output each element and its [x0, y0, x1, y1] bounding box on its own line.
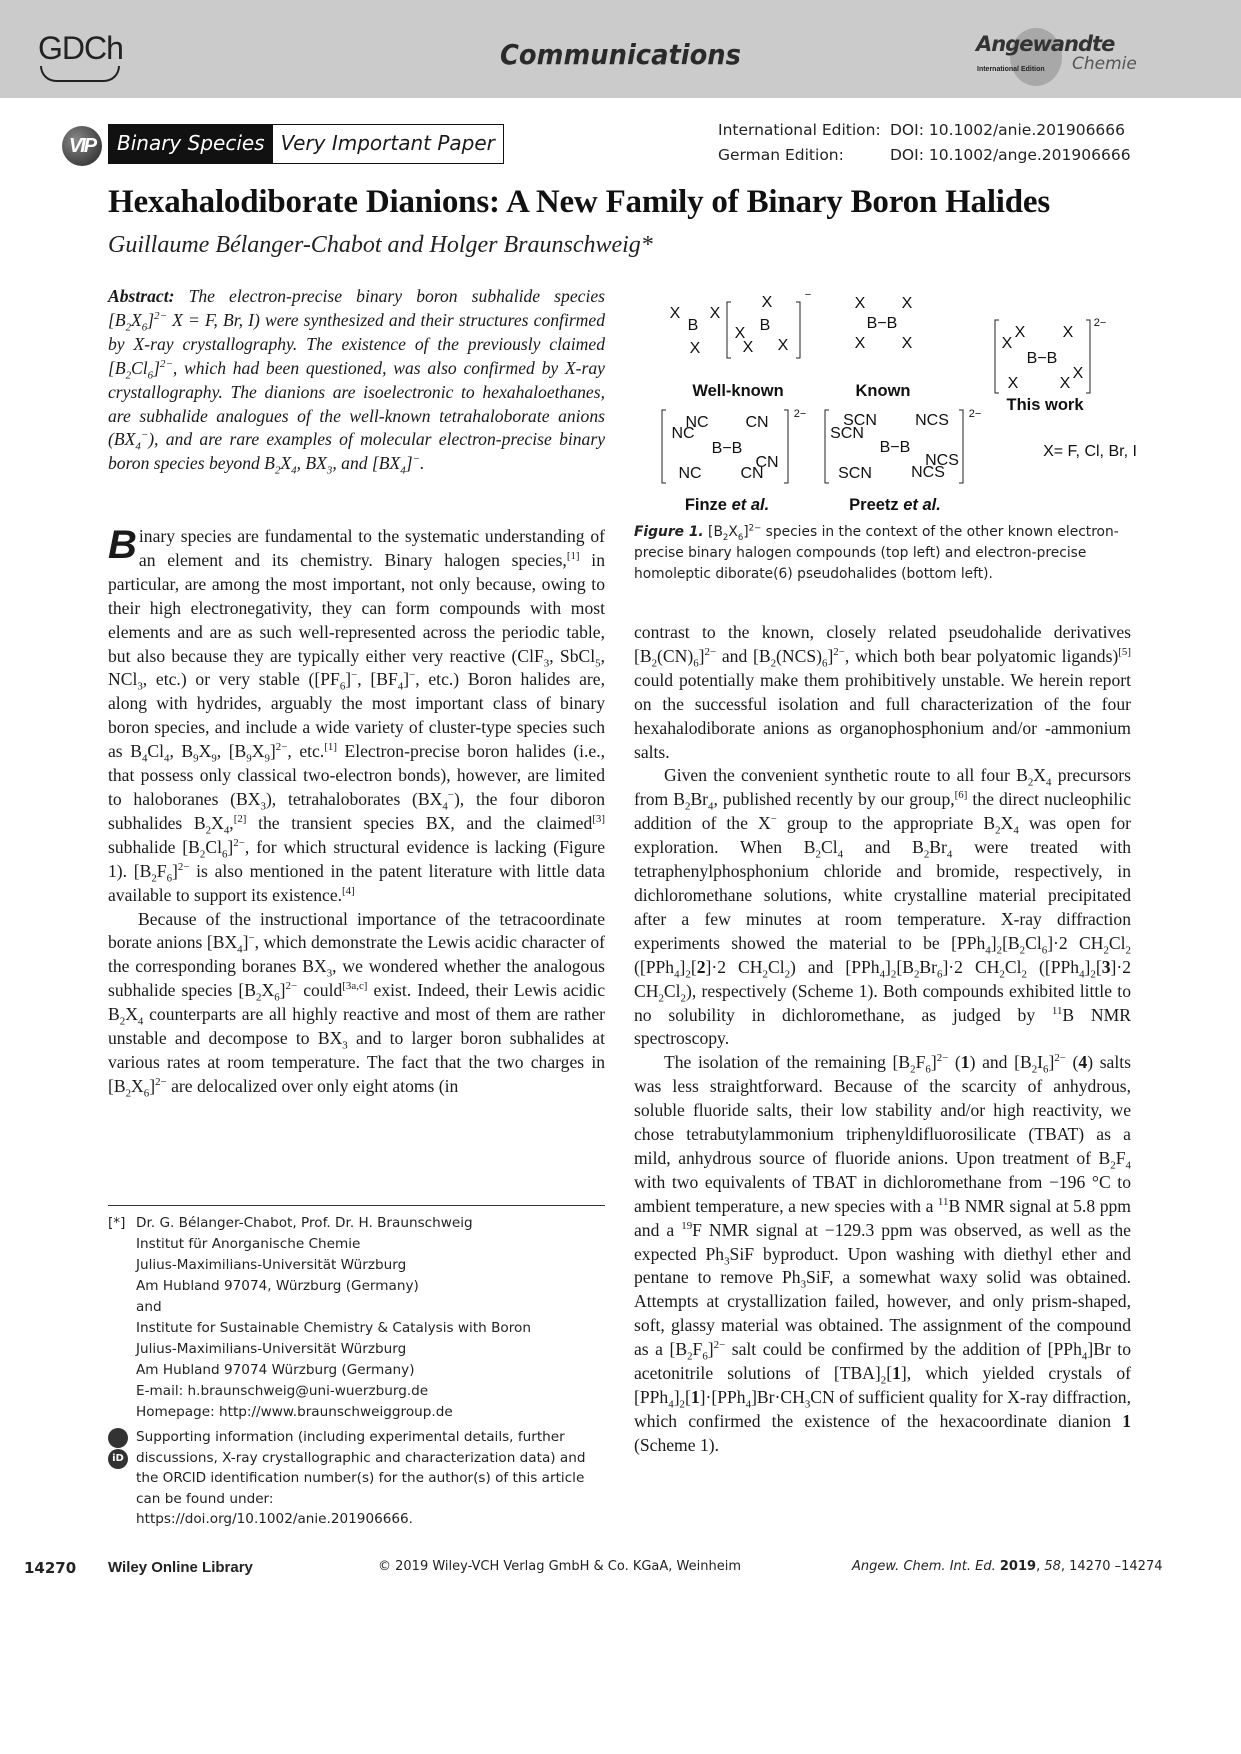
supporting-information: iD Supporting information (including experimental details, further discussions, X-ray crystallographic and characterization data) and the ORCID identification number(s) for the author(s) of this article can be found under: https://doi.org/10.1002/anie.201906666. — [108, 1427, 605, 1530]
structure-label: Known — [855, 382, 911, 400]
atom-label: SCN — [830, 425, 864, 442]
bracket — [784, 410, 788, 483]
doi-link[interactable]: DOI: 10.1002/anie.201906666 — [890, 121, 1126, 139]
atom-label: X — [761, 294, 773, 311]
affiliation-line: [*] Dr. G. Bélanger-Chabot, Prof. Dr. H. Braunschweig — [108, 1215, 473, 1231]
atom-label: 2− — [1093, 317, 1107, 329]
paragraph: contrast to the known, closely related pseudohalide derivatives $[B_2(CN)_6]^{2-}$ and $[B_2(NCS)_6]^{2-}$, which both bear polyatomic ligands)[5] could potentially make them prohibitively unstable. We herein report on the successful isolation and full characterization of the four hexahalodiborate anions as organophosphonium and/or -ammonium salts. — [634, 622, 1131, 762]
atom-label: X — [734, 325, 746, 342]
figure-caption: Figure 1. $[B_2X_6]^{2-}$ species in the context of the other known electron-precise binary halogen compounds (top left) and electron-precise homoleptic diborate(6) pseudohalides (bottom left). — [634, 523, 1119, 582]
angewandte-logo: Angewandte — [976, 32, 1115, 56]
atom-label: CN — [745, 414, 769, 431]
atom-label: B — [687, 317, 699, 334]
atom-label: X — [742, 339, 754, 356]
body-right-column — [634, 621, 1131, 1458]
atom-label: X — [901, 295, 913, 312]
affiliation-line: and — [136, 1299, 162, 1315]
atom-label: 2− — [793, 408, 807, 420]
atom-label: X — [709, 305, 721, 322]
paragraph: The isolation of the remaining $[B_2F_6]^{2-}$ (1) and $[B_2I_6]^{2-}$ (4) salts was less straightforward. Because of the scarcity of anhydrous, soluble fluoride salts, their low stability and/or high reactivity, we chose tetrabutylammonium triphenyldifluorosilicate (TBAT) as a mild, anhydrous source of fluoride anions. Upon treatment of $B_2F_4$ with two equivalents of TBAT in dichloromethane from −196 °C to ambient temperature, a new species with a $^{11}$B NMR signal at 5.8 ppm and a $^{19}$F NMR signal at −129.3 ppm was observed, as well as the expected $Ph_3SiF$ byproduct. Upon washing with diethyl ether and pentane to remove $Ph_3SiF$, a somewhat waxy solid was obtained. Attempts at crystallization failed, however, and only prism-shaped, soft, glassy material was obtained. The assignment of the compound as a $[B_2F_6]^{2-}$ salt could be confirmed by the addition of [PPh$_4$]Br to acetonitrile solutions of $[TBA]_2[1]$, which yielded crystals of $[PPh_4]_2[1]\cdot[PPh_4]Br\cdot CH_3CN$ of sufficient quality for X-ray diffraction, which confirmed the existence of the hexacoordinate dianion 1 (Scheme 1). — [634, 1052, 1131, 1455]
bracket — [1086, 320, 1090, 393]
bracket — [959, 410, 963, 483]
figure-1-structures — [630, 280, 1150, 530]
author-list: Guillaume Bélanger-Chabot and Holger Braunschweig* — [108, 232, 653, 258]
atom-label: B−B — [879, 439, 911, 456]
affiliation-line: E-mail: h.braunschweig@uni-wuerzburg.de — [136, 1383, 429, 1399]
bracket — [662, 410, 666, 483]
structure-label: X= F, Cl, Br, I — [1043, 443, 1137, 460]
gdch-logo: GDCh — [38, 30, 123, 66]
angewandte-chemie: Chemie — [1072, 54, 1137, 74]
atom-label: 2− — [968, 408, 982, 420]
paragraph: Binary species are fundamental to the systematic understanding of an element and its chemistry. Binary halogen species,[1] in particular, are among the most important, not only because, owing to their high electronegativity, they can form compounds with most elements and are as such well-represented across the periodic table, but also because they are typically either very reactive (ClF$_3$, SbCl$_5$, NCl$_3$, etc.) or very stable ($[PF_6]^-$, $[BF_4]^-$, etc.) Boron halides are, along with hydrides, arguably the most important class of binary boron species, and include a wide variety of cluster-type species such as $B_4Cl_4$, $B_9X_9$, $[B_9X_9]^{2-}$, etc.[1] Electron-precise boron halides (i.e., that possess only classical two-electron bonds), however, are limited to haloboranes $(BX_3)$, tetrahaloborates $(BX_4^-)$, the four diboron subhalides $B_2X_4,[2]$ the transient species BX, and the claimed[3] subhalide $[B_2Cl_6]^{2-}$, for which structural evidence is lacking (Figure 1). $[B_2F_6]^{2-}$ is also mentioned in the patent literature with little data available to support its existence.[4] — [108, 523, 606, 905]
author-affiliation — [108, 1213, 605, 1423]
atom-label: X — [854, 295, 866, 312]
doi-block — [718, 118, 1131, 168]
vip-icon: VIP — [62, 126, 102, 166]
bracket — [796, 302, 800, 358]
abstract: Abstract: The electron-precise binary boron subhalide species $[B_2X_6]^{2-}$ X = F, Br, I) were synthesized and their structures confirmed by X-ray crystallography. The existence of the previously claimed $[B_2Cl_6]^{2-}$, which had been questioned, was also confirmed by X-ray crystallography. The dianions are isoelectronic to hexahaloethanes, are subhalide analogues of the well-known tetrahaloborate anions $(BX_4^-)$, and are rare examples of molecular electron-precise binary boron species beyond $B_2X_4$, $BX_3$, and $[BX_4]^-$. — [108, 286, 605, 477]
atom-label: NC — [671, 425, 695, 442]
atom-label: X — [777, 337, 789, 354]
atom-label: X — [669, 305, 681, 322]
affiliation-line: Julius-Maximilians-Universität Würzburg — [136, 1341, 407, 1357]
supporting-info-icon — [108, 1428, 128, 1448]
category-badge — [108, 124, 504, 164]
paragraph: Because of the instructional importance of the tetracoordinate borate anions $[BX_4]^-$, which demonstrate the Lewis acidic character of the corresponding boranes $BX_3$, we wondered whether the analogous subhalide species $[B_2X_6]^{2-}$ could[3a,c] exist. Indeed, their Lewis acidic $B_2X_4$ counterparts are all highly reactive and most of them are rather unstable and decompose to $BX_3$ and to larger boron subhalides at various rates at room temperature. The fact that the two charges in $[B_2X_6]^{2-}$ are delocalized over only eight atoms (in — [108, 908, 606, 1100]
atom-label: NCS — [925, 452, 959, 469]
citation: Angew. Chem. Int. Ed. 2019, 58, 14270 –14274 — [852, 1559, 1163, 1574]
atom-label: X — [1007, 375, 1019, 392]
atom-label: X — [854, 335, 866, 352]
atom-label: NCS — [915, 412, 949, 429]
atom-label: B−B — [866, 315, 898, 332]
atom-label: SCN — [838, 465, 872, 482]
atom-label: X — [901, 335, 913, 352]
atom-label: − — [804, 289, 812, 301]
body-left-column — [108, 525, 605, 1099]
atom-label: CN — [740, 465, 764, 482]
atom-label: B — [759, 317, 771, 334]
drop-cap: B — [108, 523, 137, 567]
doi-label: International Edition: — [718, 121, 881, 139]
affiliation-line: Institut für Anorganische Chemie — [136, 1236, 361, 1252]
atom-label: NC — [685, 414, 709, 431]
affiliation-line: Am Hubland 97074 Würzburg (Germany) — [136, 1362, 415, 1378]
affiliation-line: Institute for Sustainable Chemistry & Catalysis with Boron — [136, 1320, 531, 1336]
structure-label: Preetz et al. — [849, 496, 941, 514]
atom-label: X — [1014, 324, 1026, 341]
atom-label: CN — [755, 454, 779, 471]
affiliation-line: Homepage: http://www.braunschweiggroup.de — [136, 1404, 453, 1420]
page-number: 14270 — [24, 1559, 77, 1577]
wiley-online-library-link[interactable]: Wiley Online Library — [108, 1559, 253, 1576]
angewandte-edition: International Edition — [977, 66, 1045, 73]
atom-label: B−B — [1026, 350, 1058, 367]
atom-label: NCS — [911, 464, 945, 481]
atom-label: X — [1059, 375, 1071, 392]
atom-label: NC — [678, 465, 702, 482]
article-title: Hexahalodiborate Dianions: A New Family of Binary Boron Halides — [108, 184, 1051, 220]
affiliation-line: Am Hubland 97074, Würzburg (Germany) — [136, 1278, 419, 1294]
vip-label: Very Important Paper — [280, 131, 495, 155]
journal-header — [0, 0, 1241, 98]
structure-label: Well-known — [692, 382, 784, 400]
paragraph: Given the convenient synthetic route to all four $B_2X_4$ precursors from $B_2Br_4$, published recently by our group,[6] the direct nucleophilic addition of the X− group to the appropriate $B_2X_4$ was open for exploration. When $B_2Cl_4$ and $B_2Br_4$ were treated with tetraphenylphosphonium chloride and bromide, respectively, in dichloromethane solutions, white crystalline material precipitated after a few minutes at room temperature. X-ray diffraction experiments showed the material to be $[PPh_4]_2[B_2Cl_6]\cdot 2$ $CH_2Cl_2$ ($[PPh_4]_2[2]\cdot 2$ $CH_2Cl_2$) and $[PPh_4]_2[B_2Br_6]\cdot 2$ $CH_2Cl_2$ ($[PPh_4]_2[3]\cdot 2$ $CH_2Cl_2$), respectively (Scheme 1). Both compounds exhibited little to no solubility in dichloromethane, as judged by $^{11}$B NMR spectroscopy. — [634, 765, 1132, 1049]
affiliation-line: Julius-Maximilians-Universität Würzburg — [136, 1257, 407, 1273]
bracket — [825, 410, 829, 483]
atom-label: B−B — [711, 440, 743, 457]
atom-label: X — [1001, 335, 1013, 352]
supporting-info-link[interactable]: https://doi.org/10.1002/anie.201906666. — [136, 1511, 414, 1527]
structure-label: Finze et al. — [684, 496, 770, 514]
structure-label: This work — [1006, 396, 1084, 414]
section-title: Communications — [500, 38, 741, 71]
doi-link[interactable]: DOI: 10.1002/ange.201906666 — [890, 146, 1131, 164]
footnote-divider — [108, 1205, 605, 1206]
atom-label: SCN — [843, 412, 877, 429]
bracket — [995, 320, 999, 393]
copyright: © 2019 Wiley-VCH Verlag GmbH & Co. KGaA, Weinheim — [378, 1559, 742, 1574]
doi-label: German Edition: — [718, 146, 844, 164]
atom-label: X — [689, 340, 701, 357]
atom-label: X — [1072, 365, 1084, 382]
atom-label: X — [1062, 324, 1074, 341]
bracket — [727, 302, 731, 358]
orcid-icon: iD — [108, 1449, 128, 1469]
category-label: Binary Species — [109, 125, 273, 163]
